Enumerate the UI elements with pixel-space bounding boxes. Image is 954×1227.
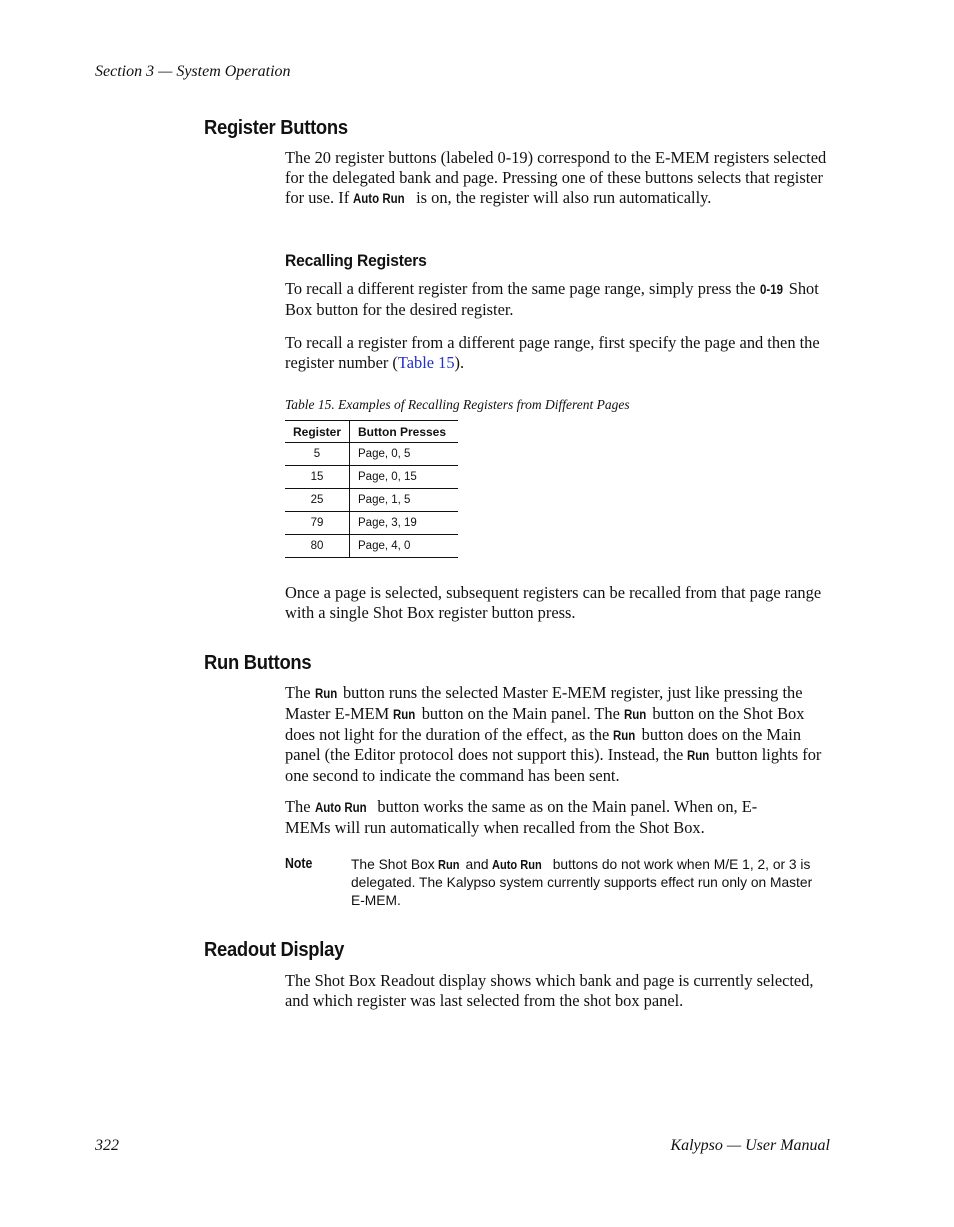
keyword-auto-run: Auto Run: [492, 857, 543, 872]
heading-register-buttons: Register Buttons: [204, 117, 348, 139]
text: button lights for one second to indicate the command has been sent.: [285, 745, 822, 786]
text: button works the same as on the Main panel. When on, E-MEMs will run automatically when recalled from the Shot Box.: [285, 797, 758, 837]
keyword-0-19: 0-19: [759, 282, 783, 297]
text: The 20 register buttons (labeled 0-19) correspond to the E-MEM registers selected for the delegated bank and page. Pressing one of these buttons selects that register for use. If: [285, 148, 827, 207]
text: ).: [454, 352, 465, 372]
text: The Shot Box: [351, 857, 439, 872]
keyword-auto-run: Auto Run: [314, 800, 367, 815]
text: and: [461, 857, 493, 872]
text: button runs the selected Master E-MEM register, just like pressing the Master E-MEM: [285, 683, 803, 723]
table-row: [285, 466, 458, 489]
paragraph-subsequent-registers: Once a page is selected, subsequent registers can be recalled from that page range with a single Shot Box register button press.: [285, 583, 822, 622]
keyword-run: Run: [623, 706, 647, 722]
note-text: [351, 856, 821, 910]
table-header-row: [285, 421, 458, 443]
paragraph-auto-run-button: [285, 797, 795, 838]
text: The: [285, 683, 315, 702]
text: The: [285, 797, 315, 816]
cell-register: 79: [285, 512, 350, 535]
keyword-run: Run: [613, 727, 636, 743]
text: is on, the register will also run automatically.: [412, 187, 712, 207]
paragraph-run-button: [285, 683, 830, 786]
subheading-recalling-registers: Recalling Registers: [285, 251, 427, 270]
keyword-run: Run: [314, 686, 337, 701]
page-number: 322: [95, 1137, 119, 1154]
cell-button-presses: Page, 1, 5: [350, 489, 459, 512]
cell-button-presses: Page, 0, 15: [350, 466, 459, 489]
cell-register: 15: [285, 466, 350, 489]
text: Shot Box button for the desired register.: [285, 279, 819, 319]
column-header-button-presses: Button Presses: [350, 421, 459, 443]
cell-register: 80: [285, 535, 350, 558]
text: button on the Main panel. The: [417, 703, 624, 723]
keyword-auto-run: Auto Run: [353, 190, 405, 206]
keyword-run: Run: [687, 748, 710, 764]
table-caption: Table 15. Examples of Recalling Registers from Different Pages: [285, 397, 630, 412]
note-label: Note: [285, 856, 313, 872]
paragraph-readout-display: The Shot Box Readout display shows which bank and page is currently selected, and which register was last selected from the shot box panel.: [285, 971, 814, 1010]
keyword-run: Run: [438, 857, 460, 872]
keyword-run: Run: [393, 706, 416, 722]
register-examples-table: [285, 420, 458, 558]
table-row: [285, 443, 458, 466]
cell-register: 5: [285, 443, 350, 466]
text: button does on the Main panel (the Editor protocol does not support this). Instead, the: [285, 724, 802, 765]
manual-title: Kalypso — User Manual: [670, 1137, 830, 1154]
running-head: Section 3 — System Operation: [95, 63, 291, 80]
text: To recall a register from a different page range, first specify the page and then the register number (: [285, 333, 820, 372]
table-15-link[interactable]: Table 15: [397, 352, 455, 372]
cell-register: 25: [285, 489, 350, 512]
cell-button-presses: Page, 4, 0: [350, 535, 459, 558]
table-row: [285, 535, 458, 558]
column-header-register: Register: [285, 421, 350, 443]
heading-readout-display: Readout Display: [204, 939, 345, 961]
text: To recall a different register from the same page range, simply press the: [285, 279, 760, 298]
paragraph-recall-different-range: [285, 333, 830, 373]
cell-button-presses: Page, 0, 5: [350, 443, 459, 466]
heading-run-buttons: Run Buttons: [204, 652, 312, 674]
table-row: [285, 512, 458, 535]
paragraph-register-buttons: [285, 148, 830, 208]
text: button on the Shot Box does not light for the duration of the effect, as the: [285, 703, 805, 744]
cell-button-presses: Page, 3, 19: [350, 512, 459, 535]
text: buttons do not work when M/E 1, 2, or 3 is delegated. The Kalypso system currently supports effect run only on Master E-MEM.: [351, 857, 813, 908]
table-row: [285, 489, 458, 512]
paragraph-recall-same-range: [285, 279, 830, 320]
